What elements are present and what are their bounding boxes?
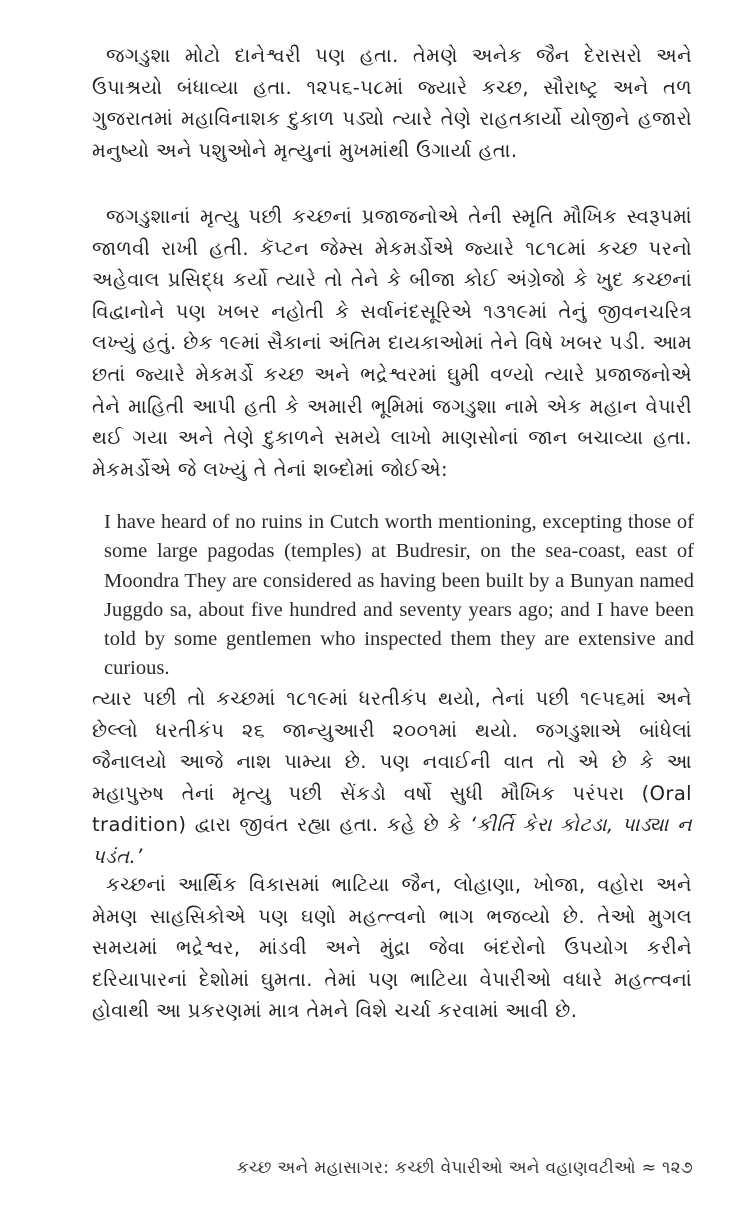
- paragraph-earthquakes: [92, 683, 692, 873]
- footer-separator: ≈: [641, 1158, 657, 1178]
- paragraph-text: જગડુશા મોટો દાનેશ્વરી પણ હતા. તેમણે અનેક જૈન દેરાસરો અને ઉપાશ્રયો બંધાવ્યા હતા. ૧૨૫૬-૫૮માં જ્યારે કચ્છ, સૌરાષ્ટ્ર અને તળ ગુજરાતમાં મહાવિનાશક દુકાળ પડ્યો ત્યારે તેણે રાહતકાર્યો યોજીને હજારો મનુષ્યો અને પશુઓને મૃત્યુનાં મુખમાંથી ઉગાર્યા હતા.: [92, 44, 692, 162]
- paragraph-oral-memory: [92, 201, 692, 485]
- running-title: કચ્છ અને મહાસાગર: કચ્છી વેપારીઓ અને વહાણવટીઓ: [236, 1158, 636, 1178]
- proverb-quote: ‘કીર્તિ કેરા કોટડા, પાડ્યા ન પડંત.’: [92, 813, 692, 868]
- page-footer: [237, 1158, 693, 1178]
- paragraph-jagdusha-charity: [92, 40, 692, 166]
- block-quote-macmurdo: I have heard of no ruins in Cutch worth mentioning, excepting those of some large pagodas (temples) at Budresir, on the sea-coast, east of Moondra They are considered as having been built by a Bunyan named Juggdo sa, about five hundred and seventy years ago; and I have been told by some gentlemen who inspected them they are extensive and curious.: [104, 511, 694, 680]
- paragraph-merchant-communities: [92, 869, 692, 1027]
- paragraph-text: કચ્છનાં આર્થિક વિકાસમાં ભાટિયા જૈન, લોહાણા, ખોજા, વહોરા અને મેમણ સાહસિકોએ પણ ઘણો મહત્ત્વનો ભાગ ભજવ્યો છે. તેઓ મુગલ સમયમાં ભદ્રેશ્વર, માંડવી અને મુંદ્રા જેવા બંદરોનો ઉપયોગ કરીને દરિયાપારનાં દેશોમાં ઘુમતા. તેમાં પણ ભાટિયા વેપારીઓ વધારે મહત્ત્વનાં હોવાથી આ પ્રકરણમાં માત્ર તેમને વિશે ચર્ચા કરવામાં આવી છે.: [92, 873, 692, 1023]
- paragraph-text: ત્યાર પછી તો કચ્છમાં ૧૮૧૯માં ધરતીકંપ થયો, તેનાં પછી ૧૯૫૬માં અને છેલ્લો ધરતીકંપ ૨૬ જાન્યુઆરી ૨૦૦૧માં થયો. જગડુશાએ બાંધેલાં જૈનાલયો આજે નાશ પામ્યા છે. પણ નવાઈની વાત તો એ છે કે આ મહાપુરુષ તેનાં મૃત્યુ પછી સેંકડો વર્ષો સુધી મૌખિક પરંપરા (Oral tradition) દ્વારા જીવંત રહ્યા હતા. કહે છે કે: [92, 687, 692, 837]
- paragraph-text: જગડુશાનાં મૃત્યુ પછી કચ્છનાં પ્રજાજનોએ તેની સ્મૃતિ મૌખિક સ્વરૂપમાં જાળવી રાખી હતી. કૅપ્ટન જેમ્સ મેકમર્ડોએ જ્યારે ૧૮૧૮માં કચ્છ પરનો અહેવાલ પ્રસિદ્ધ કર્યો ત્યારે તો તેને કે બીજા કોઈ અંગ્રેજો કે ખુદ કચ્છનાં વિદ્વાનોને પણ ખબર નહોતી કે સર્વાનંદસૂરિએ ૧૩૧૯માં તેનું જીવનચરિત્ર લખ્યું હતું. છેક ૧૯માં સૈકાનાં અંતિમ દાયકાઓમાં તેને વિષે ખબર પડી. આમ છતાં જ્યારે મેકમર્ડો કચ્છ અને ભદ્રેશ્વરમાં ઘુમી વળ્યો ત્યારે પ્રજાજનોએ તેને માહિતી આપી હતી કે અમારી ભૂમિમાં જગડુશા નામે એક મહાન વેપારી થઈ ગયા અને તેણે દુકાળને સમયે લાખો માણસોનાં જાન બચાવ્યા હતા. મેકમર્ડોએ જે લખ્યું તે તેનાં શબ્દોમાં જોઈએ:: [92, 205, 692, 481]
- page-number: ૧૨૭: [661, 1158, 693, 1178]
